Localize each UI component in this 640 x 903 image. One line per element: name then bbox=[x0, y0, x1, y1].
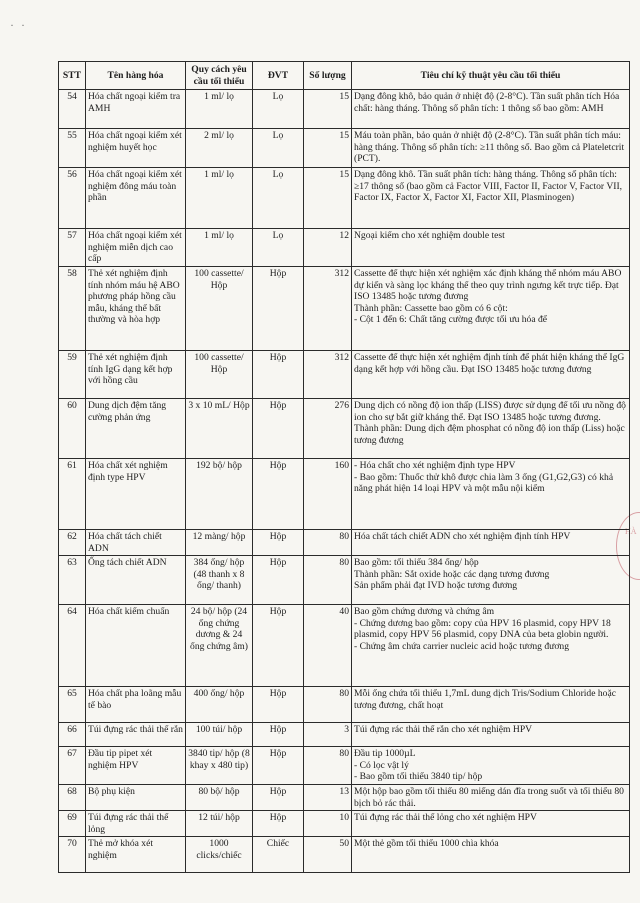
cell-qty: 13 bbox=[304, 784, 352, 810]
scan-mark: · · bbox=[10, 18, 27, 32]
header-unit: ĐVT bbox=[253, 62, 304, 90]
cell-spec: 1 ml/ lọ bbox=[186, 90, 253, 129]
criteria-line: Máu toàn phần, bảo quản ở nhiệt độ (2-8°C). Tần suất phân tích máu: hàng tháng. Thông số phân tích: ≥11 thông số. Bao gồm cả Plateletcrit (PCT). bbox=[354, 130, 625, 165]
cell-spec: 80 bộ/ hộp bbox=[186, 784, 253, 810]
cell-spec: 100 túi/ hộp bbox=[186, 723, 253, 747]
cell-stt: 57 bbox=[59, 229, 86, 267]
cell-criteria bbox=[352, 229, 630, 267]
cell-stt: 59 bbox=[59, 350, 86, 398]
cell-qty: 10 bbox=[304, 811, 352, 837]
criteria-line: - Chứng dương bao gồm: copy của HPV 16 plasmid, copy HPV 18 plasmid, copy HPV 56 plasmid, copy DNA của beta globin người. bbox=[354, 617, 611, 641]
table-row bbox=[59, 811, 630, 837]
table-row bbox=[59, 687, 630, 723]
cell-unit: Hộp bbox=[253, 529, 304, 555]
cell-spec: 12 túi/ hộp bbox=[186, 811, 253, 837]
table-row bbox=[59, 168, 630, 229]
cell-name: Túi đựng rác thải thể rắn bbox=[86, 723, 186, 747]
cell-stt: 63 bbox=[59, 556, 86, 605]
stamp-text: HÀ bbox=[625, 527, 637, 536]
cell-name: Hóa chất kiểm chuẩn bbox=[86, 605, 186, 687]
cell-stt: 54 bbox=[59, 90, 86, 129]
cell-spec: 192 bộ/ hộp bbox=[186, 458, 253, 529]
cell-spec: 100 cassette/ Hộp bbox=[186, 266, 253, 350]
criteria-line: Dạng đông khô. Tần suất phân tích: hàng tháng. Thông số phân tích: ≥17 thông số (bao gồm cả Factor VIII, Factor II, Factor V, Factor VII, Factor IX, Factor X, Factor XI, Factor XII, Plasminogen) bbox=[354, 169, 623, 204]
cell-unit: Lọ bbox=[253, 168, 304, 229]
cell-criteria bbox=[352, 723, 630, 747]
cell-criteria bbox=[352, 784, 630, 810]
table-header-row bbox=[59, 62, 630, 90]
table-row bbox=[59, 784, 630, 810]
tender-items-table bbox=[58, 61, 630, 873]
criteria-line: Thành phần: Cassette bao gồm có 6 cột: bbox=[354, 302, 508, 314]
cell-stt: 56 bbox=[59, 168, 86, 229]
cell-unit: Chiếc bbox=[253, 837, 304, 873]
cell-criteria bbox=[352, 687, 630, 723]
cell-spec: 384 ống/ hộp (48 thanh x 8 ống/ thanh) bbox=[186, 556, 253, 605]
cell-spec: 1 ml/ lọ bbox=[186, 229, 253, 267]
cell-spec: 1000 clicks/chiếc bbox=[186, 837, 253, 873]
cell-name: Hóa chất tách chiết ADN bbox=[86, 529, 186, 555]
criteria-line: Bao gồm: tối thiểu 384 ống/ hộp bbox=[354, 557, 479, 569]
cell-unit: Lọ bbox=[253, 129, 304, 168]
cell-unit: Hộp bbox=[253, 266, 304, 350]
table-row bbox=[59, 350, 630, 398]
cell-criteria bbox=[352, 747, 630, 785]
cell-stt: 65 bbox=[59, 687, 86, 723]
cell-spec: 2 ml/ lọ bbox=[186, 129, 253, 168]
cell-unit: Lọ bbox=[253, 90, 304, 129]
criteria-line: Túi đựng rác thải thể lỏng cho xét nghiệm HPV bbox=[354, 812, 537, 824]
cell-qty: 80 bbox=[304, 529, 352, 555]
cell-unit: Hộp bbox=[253, 398, 304, 458]
criteria-line: Bao gồm chứng dương và chứng âm bbox=[354, 606, 495, 618]
cell-unit: Hộp bbox=[253, 784, 304, 810]
cell-criteria bbox=[352, 458, 630, 529]
cell-stt: 68 bbox=[59, 784, 86, 810]
table-row bbox=[59, 398, 630, 458]
criteria-line: Thành phần: Sắt oxide hoặc các dạng tương đương bbox=[354, 568, 550, 580]
cell-criteria bbox=[352, 350, 630, 398]
cell-name: Thẻ xét nghiệm định tính nhóm máu hệ ABO phương pháp hồng cầu mẫu, kháng thể bất thường và hòa hợp bbox=[86, 266, 186, 350]
cell-stt: 62 bbox=[59, 529, 86, 555]
cell-qty: 312 bbox=[304, 350, 352, 398]
table-row bbox=[59, 529, 630, 555]
cell-stt: 69 bbox=[59, 811, 86, 837]
cell-spec: 12 màng/ hộp bbox=[186, 529, 253, 555]
criteria-line: Một thẻ gồm tối thiểu 1000 chìa khóa bbox=[354, 838, 499, 850]
criteria-line: Ngoại kiểm cho xét nghiệm double test bbox=[354, 230, 505, 242]
criteria-line: Đầu tip 1000µL bbox=[354, 748, 416, 760]
criteria-line: Một hộp bao gồm tối thiểu 80 miếng dán đĩa trong suốt và tối thiểu 80 bịch bỏ rác thải. bbox=[354, 785, 624, 809]
cell-name: Hóa chất ngoại kiểm xét nghiệm đông máu toàn phần bbox=[86, 168, 186, 229]
cell-unit: Hộp bbox=[253, 687, 304, 723]
cell-criteria bbox=[352, 837, 630, 873]
criteria-line: - Cột 1 đến 6: Chất tăng cường được tối ưu hóa để bbox=[354, 314, 548, 326]
cell-name: Hóa chất pha loãng mẫu tế bào bbox=[86, 687, 186, 723]
header-spec: Quy cách yêu cầu tối thiểu bbox=[186, 62, 253, 90]
table-row bbox=[59, 605, 630, 687]
criteria-line: Mỗi ống chứa tối thiểu 1,7mL dung dịch Tris/Sodium Chloride hoặc tương đương, chất hoạt bbox=[354, 688, 617, 711]
cell-stt: 70 bbox=[59, 837, 86, 873]
cell-stt: 67 bbox=[59, 747, 86, 785]
criteria-line: Cassette để thực hiện xét nghiệm xác định kháng thể nhóm máu ABO dự kiến và sàng lọc kháng thể theo quy trình ngưng kết trực tiếp. Đạt ISO 13485 hoặc tương đương bbox=[354, 267, 622, 303]
cell-unit: Hộp bbox=[253, 723, 304, 747]
criteria-line: - Bao gồm: Thuốc thử khô được chia làm 3 ống (G1,G2,G3) có khả năng phát hiện 14 loại HPV và một mẫu nội kiểm bbox=[354, 471, 614, 495]
cell-stt: 66 bbox=[59, 723, 86, 747]
cell-qty: 15 bbox=[304, 90, 352, 129]
cell-qty: 15 bbox=[304, 168, 352, 229]
cell-name: Hóa chất ngoại kiểm xét nghiệm miễn dịch cao cấp bbox=[86, 229, 186, 267]
table-row bbox=[59, 266, 630, 350]
criteria-line: Cassette để thực hiện xét nghiệm định tính để phát hiện kháng thể IgG dạng kết hợp với hồng cầu. Đạt ISO 13485 hoặc tương đương bbox=[354, 351, 625, 375]
criteria-line: Sản phẩm phải đạt IVD hoặc tương đương bbox=[354, 580, 518, 592]
table-row bbox=[59, 556, 630, 605]
criteria-line: Túi đựng rác thải thể rắn cho xét nghiệm HPV bbox=[354, 724, 533, 736]
cell-qty: 40 bbox=[304, 605, 352, 687]
criteria-line: - Hóa chất cho xét nghiệm định type HPV bbox=[354, 459, 516, 471]
cell-qty: 50 bbox=[304, 837, 352, 873]
cell-qty: 80 bbox=[304, 687, 352, 723]
criteria-line: Thành phần: Dung dịch đệm phosphat có nồng độ ion thấp (Liss) hoặc tương đương bbox=[354, 423, 625, 446]
criteria-line: Dung dịch có nồng độ ion thấp (LISS) được sử dụng để tối ưu nồng độ ion cho sự bắt giữ kháng thể. Đạt ISO 13485 hoặc tương đương. bbox=[354, 399, 626, 423]
header-stt: STT bbox=[59, 62, 86, 90]
cell-stt: 58 bbox=[59, 266, 86, 350]
table-row bbox=[59, 723, 630, 747]
cell-criteria bbox=[352, 129, 630, 168]
table-row bbox=[59, 837, 630, 873]
table-row bbox=[59, 90, 630, 129]
cell-name: Hóa chất ngoại kiểm xét nghiệm huyết học bbox=[86, 129, 186, 168]
cell-criteria bbox=[352, 90, 630, 129]
table-row bbox=[59, 129, 630, 168]
cell-stt: 61 bbox=[59, 458, 86, 529]
table-row bbox=[59, 229, 630, 267]
cell-stt: 55 bbox=[59, 129, 86, 168]
cell-unit: Hộp bbox=[253, 747, 304, 785]
header-name: Tên hàng hóa bbox=[86, 62, 186, 90]
cell-criteria bbox=[352, 556, 630, 605]
cell-name: Hóa chất xét nghiệm định type HPV bbox=[86, 458, 186, 529]
cell-qty: 276 bbox=[304, 398, 352, 458]
cell-name: Dung dịch đệm tăng cường phản ứng bbox=[86, 398, 186, 458]
cell-spec: 3 x 10 mL/ Hộp bbox=[186, 398, 253, 458]
cell-unit: Hộp bbox=[253, 811, 304, 837]
cell-criteria bbox=[352, 266, 630, 350]
criteria-line: - Bao gồm tối thiểu 3840 tip/ hộp bbox=[354, 771, 483, 783]
cell-qty: 3 bbox=[304, 723, 352, 747]
cell-criteria bbox=[352, 529, 630, 555]
cell-qty: 15 bbox=[304, 129, 352, 168]
cell-spec: 100 cassette/ Hộp bbox=[186, 350, 253, 398]
cell-stt: 64 bbox=[59, 605, 86, 687]
cell-stt: 60 bbox=[59, 398, 86, 458]
criteria-line: Dạng đông khô, bảo quản ở nhiệt độ (2-8°C). Tần suất phân tích Hóa chất: hàng tháng. Thông số phân tích: 1 thông số bao gồm: AMH bbox=[354, 91, 620, 114]
cell-qty: 160 bbox=[304, 458, 352, 529]
header-criteria: Tiêu chí kỹ thuật yêu cầu tối thiểu bbox=[352, 62, 630, 90]
table-row bbox=[59, 458, 630, 529]
cell-spec: 24 bộ/ hộp (24 ống chứng dương & 24 ống chứng âm) bbox=[186, 605, 253, 687]
cell-name: Thẻ xét nghiệm định tính IgG dạng kết hợp với hồng cầu bbox=[86, 350, 186, 398]
cell-qty: 12 bbox=[304, 229, 352, 267]
table-row bbox=[59, 747, 630, 785]
cell-criteria bbox=[352, 168, 630, 229]
cell-name: Túi đựng rác thải thể lỏng bbox=[86, 811, 186, 837]
cell-name: Đầu tip pipet xét nghiệm HPV bbox=[86, 747, 186, 785]
cell-qty: 80 bbox=[304, 747, 352, 785]
cell-criteria bbox=[352, 398, 630, 458]
cell-name: Hóa chất ngoại kiểm tra AMH bbox=[86, 90, 186, 129]
cell-unit: Lọ bbox=[253, 229, 304, 267]
cell-qty: 312 bbox=[304, 266, 352, 350]
cell-spec: 1 ml/ lọ bbox=[186, 168, 253, 229]
cell-unit: Hộp bbox=[253, 605, 304, 687]
cell-unit: Hộp bbox=[253, 350, 304, 398]
cell-spec: 3840 tip/ hộp (8 khay x 480 tip) bbox=[186, 747, 253, 785]
cell-name: Bộ phụ kiện bbox=[86, 784, 186, 810]
cell-name: Thẻ mở khóa xét nghiệm bbox=[86, 837, 186, 873]
cell-name: Ống tách chiết ADN bbox=[86, 556, 186, 605]
cell-spec: 400 ống/ hộp bbox=[186, 687, 253, 723]
criteria-line: - Có lọc vật lý bbox=[354, 759, 409, 771]
cell-criteria bbox=[352, 605, 630, 687]
cell-unit: Hộp bbox=[253, 556, 304, 605]
cell-unit: Hộp bbox=[253, 458, 304, 529]
cell-criteria bbox=[352, 811, 630, 837]
header-qty: Số lượng bbox=[304, 62, 352, 90]
criteria-line: - Chứng âm chứa carrier nucleic acid hoặc tương đương bbox=[354, 640, 570, 652]
cell-qty: 80 bbox=[304, 556, 352, 605]
criteria-line: Hóa chất tách chiết ADN cho xét nghiệm định tính HPV bbox=[354, 530, 571, 542]
